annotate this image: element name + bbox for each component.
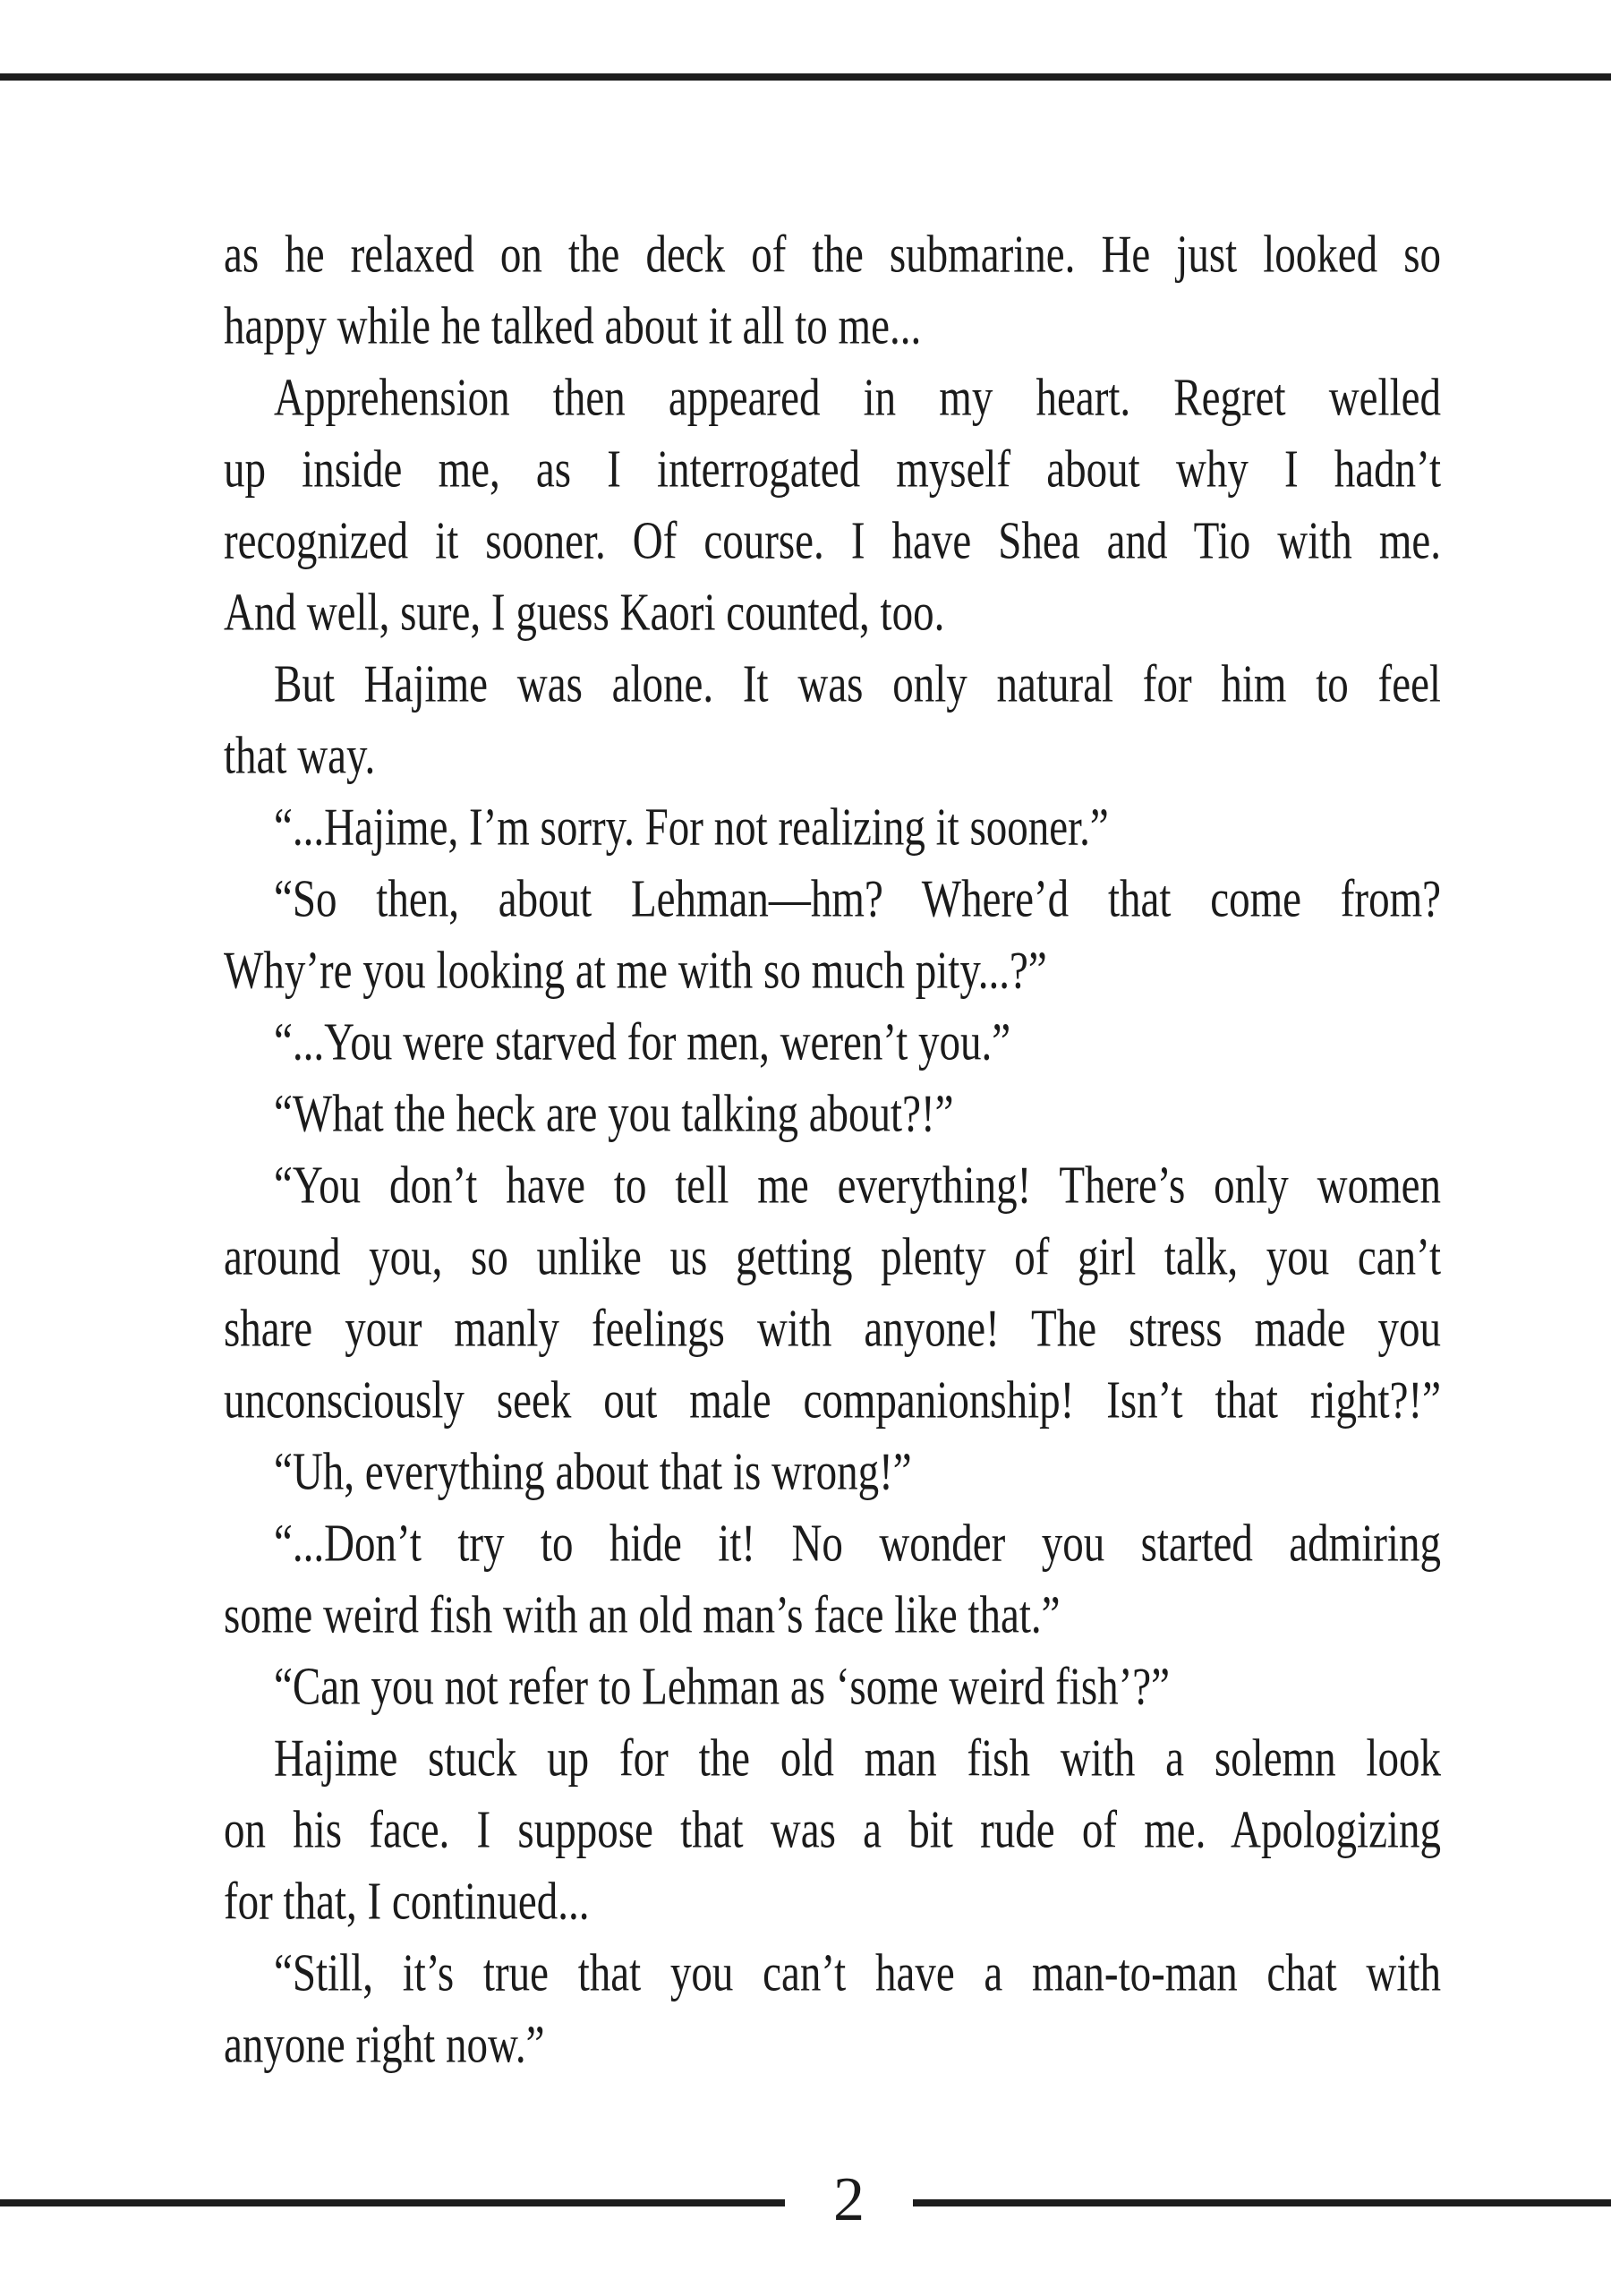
text-line: “...Don’t try to hide it! No wonder you started admiring xyxy=(274,1514,1441,1574)
text-line: “What the heck are you talking about?!” xyxy=(274,1084,954,1144)
text-line: recognized it sooner. Of course. I have Shea and Tio with me. xyxy=(224,511,1441,571)
text-line: “...Hajime, I’m sorry. For not realizing it sooner.” xyxy=(274,798,1109,858)
text-line: as he relaxed on the deck of the submarine. He just looked so xyxy=(224,225,1441,285)
text-line: And well, sure, I guess Kaori counted, too. xyxy=(224,583,945,643)
text-line: Why’re you looking at me with so much pity...?” xyxy=(224,941,1047,1001)
text-line: “So then, about Lehman—hm? Where’d that come from? xyxy=(274,869,1441,929)
text-line: Hajime stuck up for the old man fish with a solemn look xyxy=(274,1728,1441,1788)
text-line: Apprehension then appeared in my heart. Regret welled xyxy=(274,368,1441,428)
text-line: “Still, it’s true that you can’t have a man-to-man chat with xyxy=(274,1943,1441,2003)
footer-rule-right xyxy=(913,2199,1611,2206)
text-line: up inside me, as I interrogated myself about why I hadn’t xyxy=(224,440,1441,499)
text-line: unconsciously seek out male companionship! Isn’t that right?!” xyxy=(224,1370,1441,1430)
text-line: some weird fish with an old man’s face like that.” xyxy=(224,1585,1061,1645)
text-line: on his face. I suppose that was a bit rude of me. Apologizing xyxy=(224,1800,1441,1860)
text-line: share your manly feelings with anyone! The stress made you xyxy=(224,1299,1441,1359)
text-line: “Can you not refer to Lehman as ‘some weird fish’?” xyxy=(274,1657,1170,1717)
text-line: “...You were starved for men, weren’t you.” xyxy=(274,1012,1011,1072)
text-line: “You don’t have to tell me everything! There’s only women xyxy=(274,1156,1441,1216)
text-line: anyone right now.” xyxy=(224,2015,545,2075)
text-line: But Hajime was alone. It was only natural for him to feel xyxy=(274,654,1441,714)
text-line: happy while he talked about it all to me... xyxy=(224,296,922,356)
top-rule xyxy=(0,73,1611,81)
text-line: “Uh, everything about that is wrong!” xyxy=(274,1442,912,1502)
page-number: 2 xyxy=(833,2165,865,2234)
body-text xyxy=(224,219,1441,2081)
text-line: around you, so unlike us getting plenty of girl talk, you can’t xyxy=(224,1227,1441,1287)
footer-rule-left xyxy=(0,2199,785,2206)
text-line: for that, I continued... xyxy=(224,1872,590,1932)
text-line: that way. xyxy=(224,726,376,786)
